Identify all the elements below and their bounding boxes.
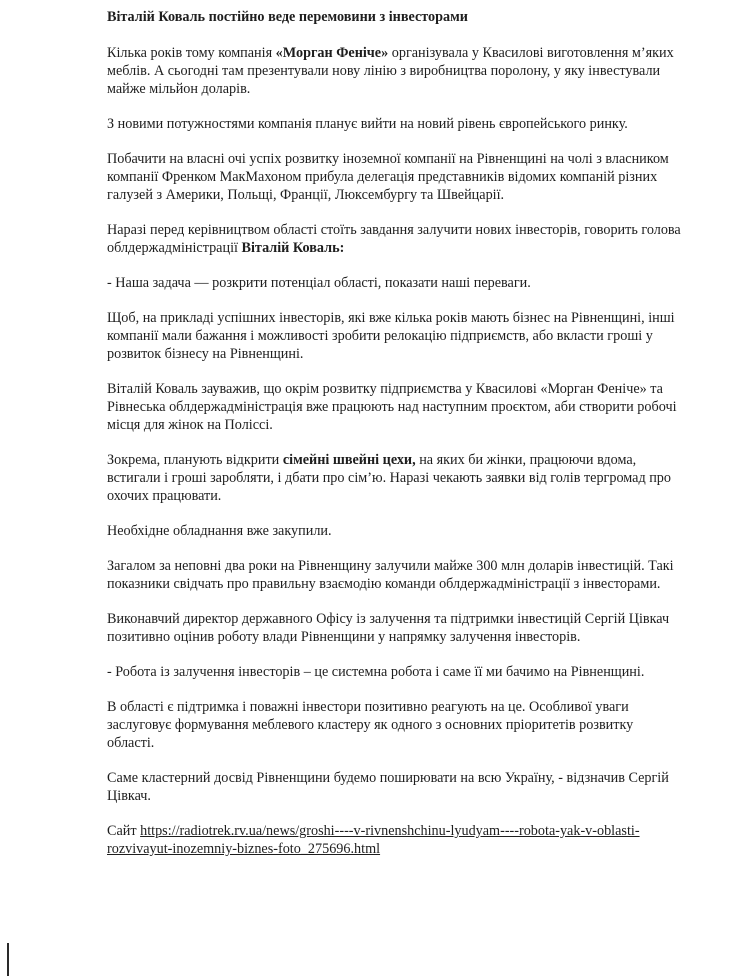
paragraph-8-text-start: Зокрема, планують відкрити: [107, 452, 283, 468]
paragraph-1-text-end: організувала у Квасилові виготовлення м’яких меблів. А сьогодні там презентували нову лінію з виробництва поролону, у яку інвестували майже мільйон доларів.: [107, 45, 674, 97]
paragraph-8: [107, 451, 682, 505]
paragraph-3: Побачити на власні очі успіх розвитку іноземної компанії на Рівненщині на чолі з власником компанії Френком МакМахоном прибула делегація представників відомих компаній різних галузей з Америки, Польщі, Франції, Люксембургу та Швейцарії.: [107, 151, 669, 203]
governor-name: Віталій Коваль:: [241, 240, 345, 256]
source-line: [107, 822, 682, 858]
paragraph-12-quote: - Робота із залучення інвесторів – це системна робота і саме її ми бачимо на Рівненщині.: [107, 664, 645, 680]
sewing-workshops: сімейні швейні цехи,: [282, 452, 416, 468]
paragraph-9: Необхідне обладнання вже закупили.: [107, 523, 332, 539]
source-link[interactable]: https://radiotrek.rv.ua/news/groshi----v-rivnenshchinu-lyudyam----robota-yak-v-oblasti-rozvivayut-inozemniy-biznes-foto_275696.html: [107, 823, 640, 857]
source-label: Сайт: [107, 823, 141, 839]
document-page: [107, 8, 682, 875]
document-title: Віталій Коваль постійно веде перемовини з інвесторами: [107, 9, 468, 25]
paragraph-6: Щоб, на прикладі успішних інвесторів, які вже кілька років мають бізнес на Рівненщині, інші компанії мали бажання і можливості зробити релокацію підприємств, або вкласти гроші у розвиток бізнесу на Рівненщині.: [107, 310, 675, 362]
paragraph-11: Виконавчий директор державного Офісу із залучення та підтримки інвестицій Сергій Цівкач позитивно оцінив роботу влади Рівненщини у напрямку залучення інвесторів.: [107, 611, 670, 645]
paragraph-8-text-end: на яких би жінки, працюючи вдома, встигали і гроші заробляти, і дбати про сім’ю. Наразі чекають заявки від голів тергромад про охочих працювати.: [107, 452, 671, 504]
paragraph-4: [107, 221, 682, 257]
paragraph-1-text-start: Кілька років тому компанія: [107, 45, 276, 61]
paragraph-10: Загалом за неповні два роки на Рівненщину залучили майже 300 млн доларів інвестицій. Такі показники свідчать про правильну взаємодію команди облдержадміністрації з інвесторами.: [107, 558, 674, 592]
paragraph-2: З новими потужностями компанія планує вийти на новий рівень європейського ринку.: [107, 116, 628, 132]
paragraph-7: Віталій Коваль зауважив, що окрім розвитку підприємства у Квасилові «Морган Феніче» та Рівнеська облдержадміністрація вже працюють над наступним проєктом, аби створити робочі місця для жінок на Поліссі.: [107, 381, 677, 433]
company-name: «Морган Феніче»: [275, 45, 389, 61]
paragraph-13: В області є підтримка і поважні інвестори позитивно реагують на це. Особливої уваги заслуговує формування меблевого кластеру як одного з основних пріоритетів розвитку області.: [107, 699, 634, 751]
scan-edge-mark: [7, 943, 9, 976]
paragraph-1: [107, 44, 682, 98]
paragraph-14: Саме кластерний досвід Рівненщини будемо поширювати на всю Україну, - відзначив Сергій Цівкач.: [107, 770, 669, 804]
paragraph-4-text: Наразі перед керівництвом області стоїть завдання залучити нових інвесторів, говорить голова облдержадміністрації: [107, 222, 681, 256]
paragraph-5-quote: - Наша задача — розкрити потенціал області, показати наші переваги.: [107, 275, 531, 291]
